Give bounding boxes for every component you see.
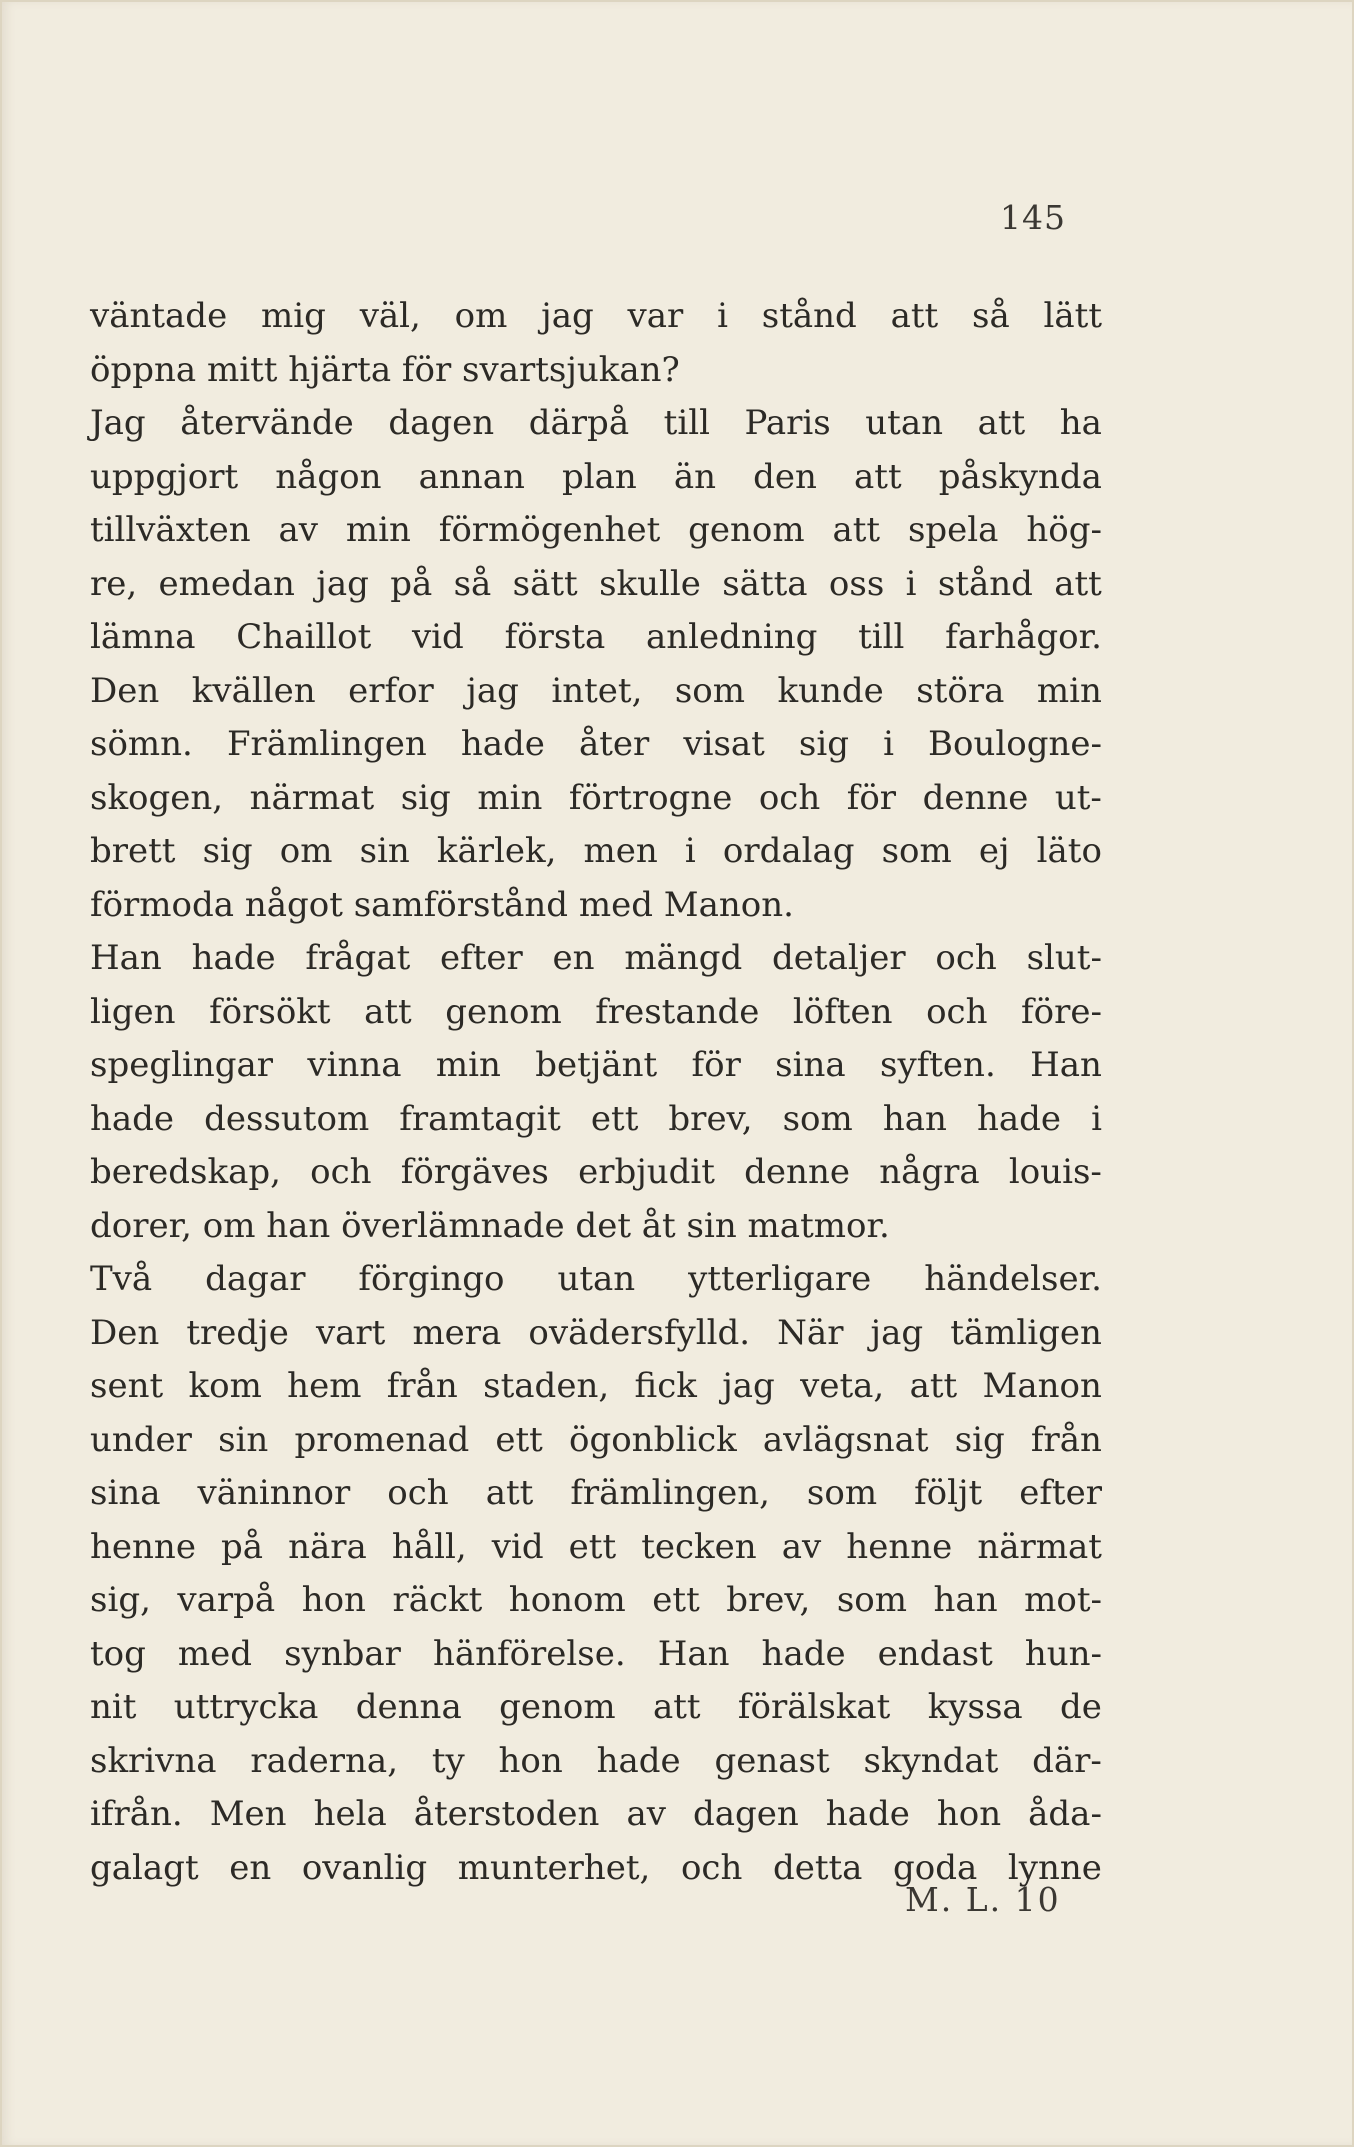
text-line: väntade mig väl, om jag var i stånd att så lätt	[90, 296, 1102, 336]
text-line: tog med synbar hänförelse. Han hade endast hun-	[90, 1633, 1102, 1674]
page-number: 145	[1000, 198, 1066, 237]
text-line: ifrån. Men hela återstoden av dagen hade hon åda-	[90, 1794, 1102, 1834]
text-line: skogen, närmat sig min förtrogne och för denne ut-	[90, 777, 1102, 818]
text-line: Den kvällen erfor jag intet, som kunde störa min	[90, 670, 1102, 711]
text-line: sina väninnor och att främlingen, som följt efter	[90, 1473, 1102, 1513]
text-line: skrivna raderna, ty hon hade genast skyndat där-	[90, 1740, 1102, 1781]
text-line: henne på nära håll, vid ett tecken av henne närmat	[90, 1526, 1102, 1567]
text-line: sömn. Främlingen hade åter visat sig i Boulogne-	[90, 724, 1102, 764]
text-line: ligen försökt att genom frestande löften och före-	[90, 991, 1102, 1032]
text-line: under sin promenad ett ögonblick avlägsnat sig från	[90, 1419, 1102, 1460]
text-line: lämna Chaillot vid första anledning till farhågor.	[90, 617, 1102, 657]
text-line: dorer, om han överlämnade det åt sin matmor.	[90, 1205, 890, 1246]
text-line: Jag återvände dagen därpå till Paris utan att ha	[90, 403, 1102, 443]
text-line: tillväxten av min förmögenhet genom att spela hög-	[90, 510, 1102, 550]
signature-mark: M. L. 10	[905, 1880, 1061, 1919]
text-line: sent kom hem från staden, fick jag veta, att Manon	[90, 1366, 1102, 1406]
text-line: Två dagar förgingo utan ytterligare händelser.	[90, 1259, 1102, 1299]
text-line: Den tredje vart mera ovädersfylld. När jag tämligen	[90, 1312, 1102, 1353]
body-text	[90, 290, 1102, 1895]
text-line: Han hade frågat efter en mängd detaljer och slut-	[90, 938, 1102, 978]
text-line: galagt en ovanlig munterhet, och detta goda lynne	[90, 1847, 1102, 1888]
text-line: re, emedan jag på så sätt skulle sätta oss i stånd att	[90, 563, 1102, 604]
text-line: sig, varpå hon räckt honom ett brev, som han mot-	[90, 1580, 1102, 1620]
text-line: brett sig om sin kärlek, men i ordalag som ej läto	[90, 831, 1102, 871]
text-line: speglingar vinna min betjänt för sina syften. Han	[90, 1045, 1102, 1085]
text-line: nit uttrycka denna genom att förälskat kyssa de	[90, 1687, 1102, 1727]
text-line: hade dessutom framtagit ett brev, som han hade i	[90, 1098, 1102, 1139]
text-line: uppgjort någon annan plan än den att påskynda	[90, 456, 1102, 497]
text-line: beredskap, och förgäves erbjudit denne några louis-	[90, 1152, 1102, 1192]
text-line: förmoda något samförstånd med Manon.	[90, 884, 794, 925]
text-line: öppna mitt hjärta för svartsjukan?	[90, 349, 680, 390]
